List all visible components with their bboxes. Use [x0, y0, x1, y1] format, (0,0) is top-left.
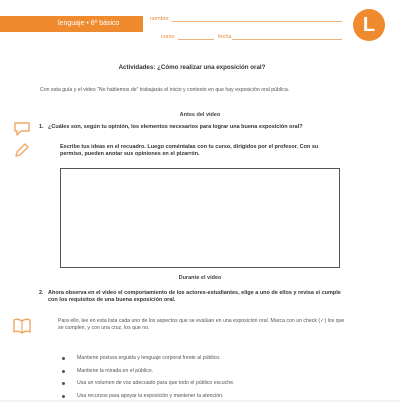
subject-grade-bar: lenguaje • 8º básico	[0, 16, 143, 32]
question-1-instruction: Escribe tus ideas en el recuadro. Luego coméntalas con tu curso, dirigidos por el profesor. Con su permiso, pueden anotar sus opiniones en el pizarrón.	[60, 144, 340, 158]
list-item: Mantiene postura erguida y lenguaje corporal frente al público.	[62, 352, 352, 365]
subject-logo: L	[353, 9, 385, 41]
list-item: Usa recursos para apoyar la exposición y mantener la atención.	[62, 390, 352, 402]
date-field[interactable]	[232, 39, 342, 40]
question-text: Ahora observa en el video el comportamiento de los actores-estudiantes, elige a uno de ellos y revisa si cumple con los requisitos de una buena exposición oral.	[48, 290, 341, 303]
intro-text: Con esta guía y el video “No hablemos de” trabajarás el inicio y contexto en que hay exposición oral pública.	[40, 87, 340, 94]
pencil-icon	[13, 143, 31, 159]
answer-box[interactable]	[60, 168, 340, 268]
question-number: 2.	[39, 290, 44, 297]
section-during-video: Durante el video	[140, 275, 260, 281]
name-field[interactable]	[172, 21, 342, 22]
date-label: fecha	[218, 34, 231, 40]
page-title: Actividades: ¿Cómo realizar una exposición oral?	[92, 64, 292, 71]
criteria-list	[62, 352, 352, 402]
list-item: Usa un volumen de voz adecuado para que todo el público escuche.	[62, 377, 352, 390]
speech-bubble-icon	[13, 121, 31, 137]
name-label: nombre	[150, 16, 169, 22]
question-1	[48, 124, 348, 131]
list-item: Mantiene la mirada en el público.	[62, 365, 352, 378]
open-book-icon	[13, 318, 31, 334]
course-label: curso	[161, 34, 174, 40]
course-field[interactable]	[178, 39, 214, 40]
instructions-paragraph: Para ello, lee en esta lista cada uno de los aspectos que se evalúan en una exposición oral. Marca con un check (✓) los que se cumplen, y con una cruz, los que no.	[58, 318, 348, 332]
question-2	[48, 290, 348, 304]
question-number: 1.	[39, 124, 44, 131]
question-text: ¿Cuáles son, según tu opinión, los elementos necesarios para lograr una buena exposición oral?	[48, 124, 303, 130]
section-before-video: Antes del video	[140, 112, 260, 118]
